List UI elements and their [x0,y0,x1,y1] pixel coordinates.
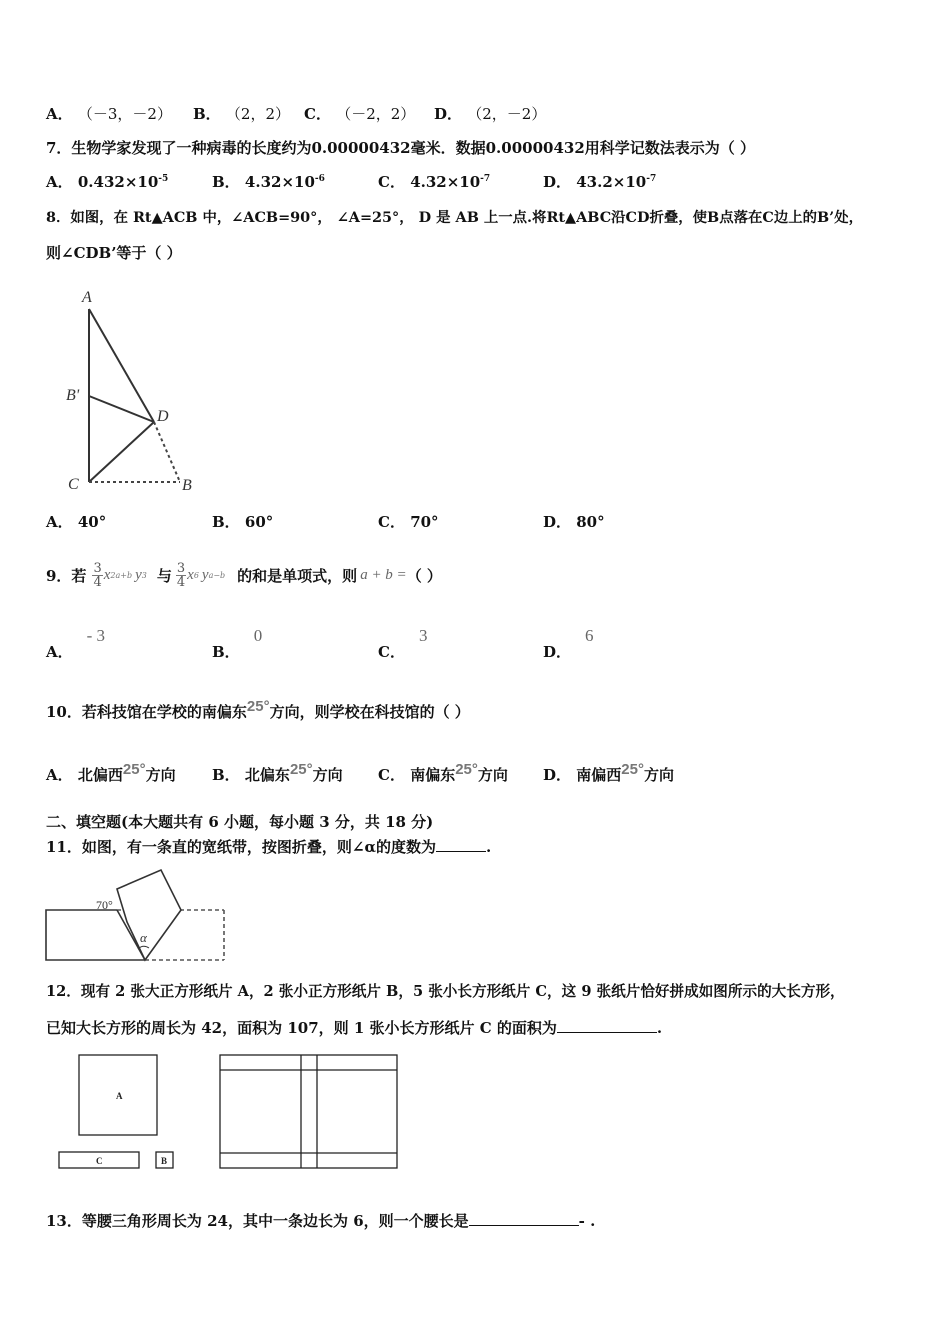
q8-stem-line2: 则∠CDB’等于（ ） [46,244,182,262]
q12-stem-line2: 已知大长方形的周长为 42，面积为 107，则 1 张小长方形纸片 C 的面积为 . [46,1019,663,1037]
q9-tail: （ ） [406,566,442,585]
q8-stem-line1: 8．如图，在 Rt▲ACB 中，∠ACB=90°， ∠A=25°， D 是 AB 上一点.将Rt▲ABC沿CD折叠，使B点落在C边上的B’处， [46,209,863,226]
q9-mid: 与 [156,566,172,585]
q10-option-c: C． 南偏东25°方向 [378,761,508,784]
q10-option-d: D． 南偏西25°方向 [543,761,674,784]
label-alpha: α [140,930,147,945]
q11-answer-blank [436,837,486,852]
label-a: A [82,289,92,306]
q10-stem: 10．若科技馆在学校的南偏东25°方向，则学校在科技馆的（ ） [46,698,470,721]
q8-option-a: A． 40° [46,513,107,531]
q9-suffix: 的和是单项式，则 [237,566,358,585]
q10-option-b: B． 北偏东25°方向 [212,761,343,784]
q13-answer-blank [469,1211,579,1226]
q7-option-d: D． $43.2\times 10^{-7}$ [543,173,657,191]
tile-a-label: A [116,1091,123,1101]
q9-option-b: B．0 [212,626,263,661]
q9-prefix: 9．若 [46,566,87,585]
q8-triangle-figure [60,285,210,495]
q7-option-c: C． $4.32\times 10^{-7}$ [378,173,491,191]
q8-option-d: D． 80° [543,513,605,531]
q6-option-d: D． （2，－2） [434,105,547,123]
q13-stem: 13．等腰三角形周长为 24，其中一条边长为 6，则一个腰长是 - . [46,1212,596,1230]
q7-stem: 7．生物学家发现了一种病毒的长度约为0.00000432毫米．数据0.00000432用科学记数法表示为（ ） [46,139,755,157]
segment-cd [89,422,154,482]
q6-option-b: B． （2，2） [193,105,291,123]
q9-stem: 9．若 $\frac{3}{4}$ x 2a+b y 3 与 $\frac{3}{4}$ x 6 y a−b 的和是单项式，则 a + b = （ ） [46,560,442,590]
q10-option-a: A． 北偏西25°方向 [46,761,176,784]
q9-option-a: A．- 3 [46,626,106,661]
q7-option-a: A． $0.432\times 10^{-5}$ [46,173,169,191]
q11-folded-strip-figure [40,866,235,964]
q9-frac-2: $\frac{3}{4}$ [176,560,186,590]
label-b-prime: B' [66,387,80,404]
big-rectangle [220,1055,397,1168]
q8-option-c: C． 70° [378,513,439,531]
label-70deg: 70° [96,898,113,912]
label-b: B [182,477,192,494]
segment-bpd [89,396,154,422]
q9-frac-1: $\frac{3}{4}$ [93,560,102,590]
q7-option-b: B． $4.32\times 10^{-6}$ [212,173,325,191]
label-c: C [68,476,79,493]
q8-option-b: B． 60° [212,513,274,531]
q6-option-c: C． （－2，2） [304,105,416,123]
q9-expr: a + b = [360,566,407,583]
q11-stem: 11．如图，有一条直的宽纸带，按图折叠，则∠α的度数为 . [46,838,492,856]
side-ad [89,309,154,422]
label-d: D [157,408,169,425]
section-2-title: 二、填空题(本大题共有 6 小题，每小题 3 分，共 18 分) [46,813,434,831]
q12-stem-line1: 12．现有 2 张大正方形纸片 A，2 张小正方形纸片 B，5 张小长方形纸片 C，这 9 张纸片恰好拼成如图所示的大长方形， [46,983,845,1000]
tile-b-label: B [161,1156,168,1166]
tile-c-label: C [96,1156,103,1166]
q9-option-d: D．6 [543,626,594,661]
q9-option-c: C．3 [378,626,428,661]
folded-flap [117,870,181,960]
q12-tiles-figure [55,1050,405,1175]
q12-answer-blank [557,1018,657,1033]
q6-option-a: A． （－3，－2） [46,105,172,123]
segment-db-dashed [154,422,180,482]
